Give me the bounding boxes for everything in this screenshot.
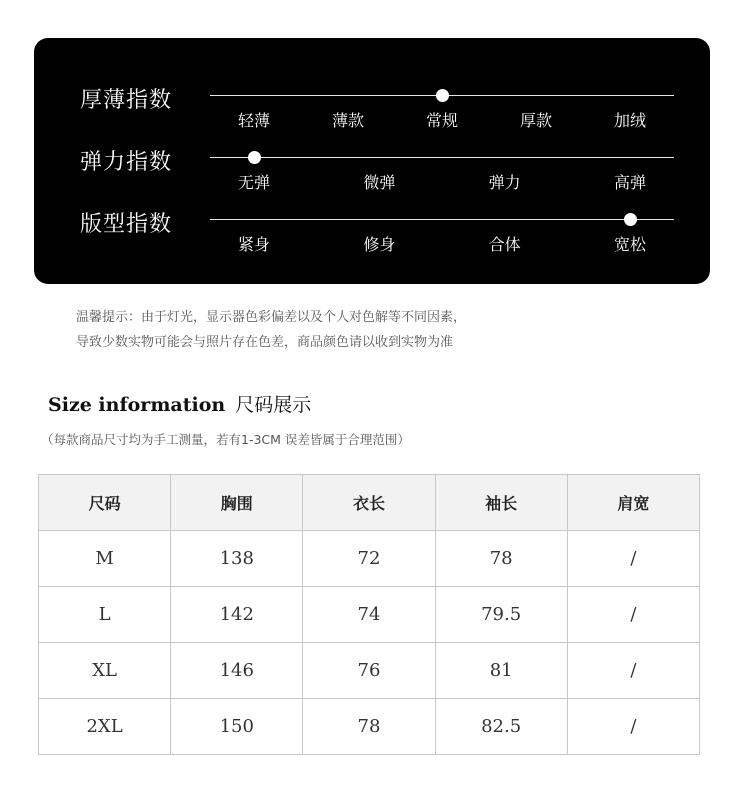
cell-chest: 138 (171, 531, 303, 587)
thickness-index-row (34, 86, 710, 146)
thickness-option: 薄款 (331, 111, 365, 130)
cell-size: M (39, 531, 171, 587)
notice-line-1: 温馨提示：由于灯光，显示器色彩偏差以及个人对色解等不同因素， (76, 310, 467, 325)
cell-size: 2XL (39, 699, 171, 755)
cell-length: 76 (303, 643, 435, 699)
thickness-option: 轻薄 (237, 111, 271, 130)
cell-chest: 146 (171, 643, 303, 699)
elasticity-option: 高弹 (613, 173, 647, 192)
size-title-cn: 尺码展示 (235, 394, 312, 416)
cell-sleeve: 78 (435, 531, 567, 587)
notice-line-2: 导致少数实物可能会与照片存在色差，商品颜色请以收到实物为准 (76, 335, 454, 350)
size-section-title (48, 390, 311, 417)
size-table (38, 474, 700, 755)
elasticity-option: 微弹 (363, 173, 396, 192)
cell-shoulder: / (567, 531, 699, 587)
cell-shoulder: / (567, 699, 699, 755)
header-chest: 胸围 (171, 475, 303, 531)
fit-option: 紧身 (237, 235, 271, 254)
cell-chest: 142 (171, 587, 303, 643)
cell-shoulder: / (567, 587, 699, 643)
size-table-header-row (39, 475, 700, 531)
header-length: 衣长 (303, 475, 435, 531)
fit-option: 合体 (488, 235, 521, 254)
fit-index-label: 版型指数 (80, 212, 173, 237)
cell-length: 74 (303, 587, 435, 643)
fabric-index-panel (34, 38, 710, 284)
elasticity-indicator-dot (248, 151, 261, 164)
table-row (39, 699, 700, 755)
cell-sleeve: 79.5 (435, 587, 567, 643)
cell-size: XL (39, 643, 171, 699)
elasticity-index-row (34, 148, 710, 208)
thickness-option: 厚款 (519, 111, 553, 130)
color-notice (76, 305, 466, 355)
elasticity-scale-line (210, 157, 674, 158)
header-sleeve: 袖长 (435, 475, 567, 531)
fit-indicator-dot (624, 213, 637, 226)
cell-length: 72 (303, 531, 435, 587)
thickness-option: 常规 (425, 111, 459, 130)
thickness-option: 加绒 (613, 111, 647, 130)
thickness-index-label: 厚薄指数 (80, 88, 173, 113)
table-row (39, 587, 700, 643)
table-row (39, 643, 700, 699)
cell-sleeve: 81 (435, 643, 567, 699)
header-shoulder: 肩宽 (567, 475, 699, 531)
elasticity-option: 无弹 (237, 173, 271, 192)
size-measure-note: （每款商品尺寸均为手工测量，若有1-3CM 误差皆属于合理范围） (41, 432, 410, 447)
elasticity-index-label: 弹力指数 (80, 150, 173, 175)
fit-index-row (34, 210, 710, 270)
fit-option: 修身 (363, 235, 396, 254)
elasticity-option: 弹力 (488, 173, 521, 192)
fit-scale-line (210, 219, 674, 220)
size-title-en: Size information (48, 394, 226, 416)
cell-sleeve: 82.5 (435, 699, 567, 755)
fit-option: 宽松 (613, 235, 647, 254)
cell-length: 78 (303, 699, 435, 755)
cell-shoulder: / (567, 643, 699, 699)
header-size: 尺码 (39, 475, 171, 531)
thickness-indicator-dot (436, 89, 449, 102)
cell-chest: 150 (171, 699, 303, 755)
table-row (39, 531, 700, 587)
cell-size: L (39, 587, 171, 643)
